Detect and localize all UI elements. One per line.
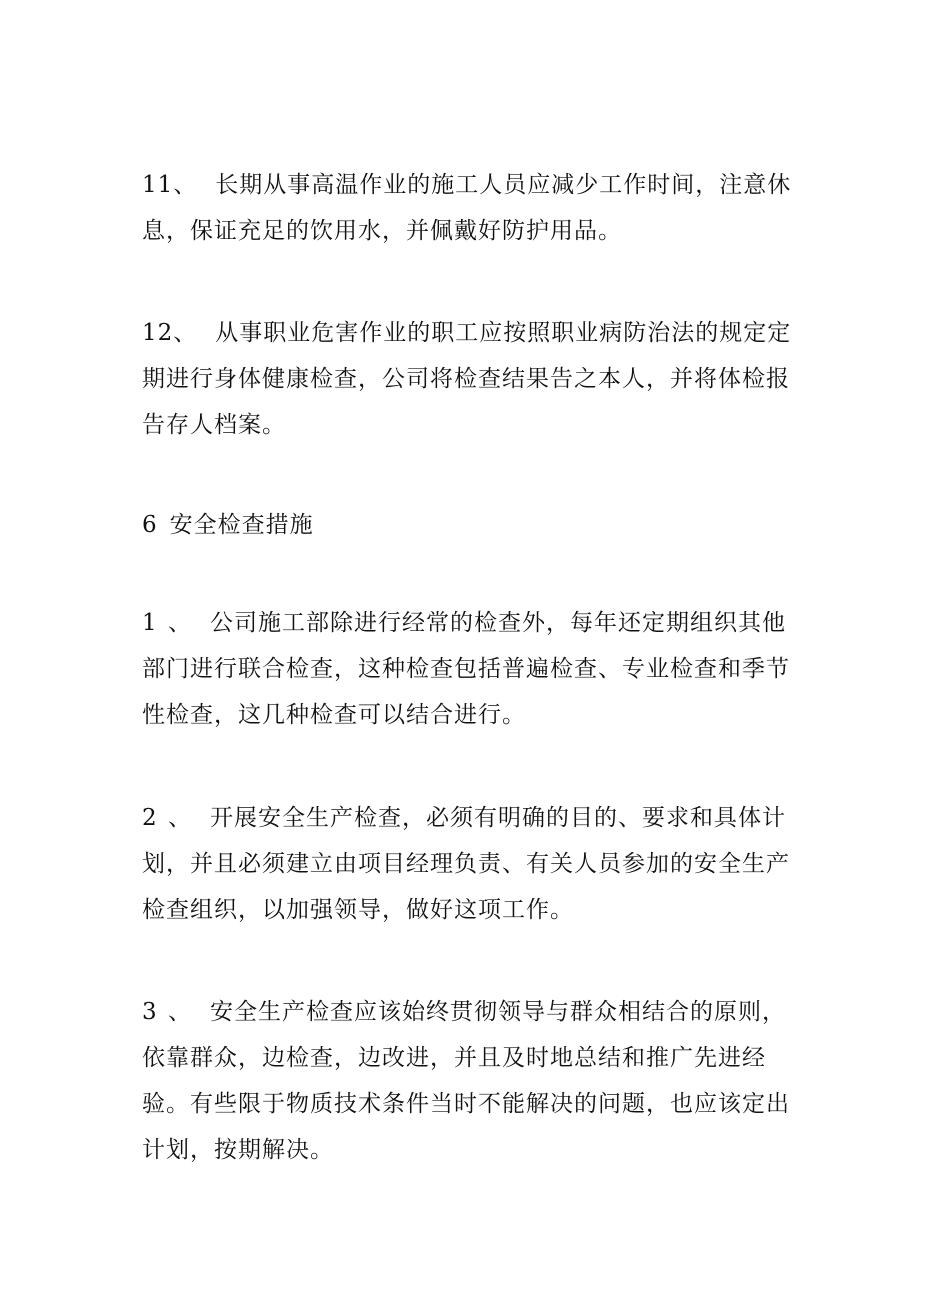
section-title: 安全检查措施 xyxy=(169,512,314,538)
paragraph-text: 从事职业危害作业的职工应按照职业病防治法的规定定期进行身体健康检查，公司将检查结果告之本人，并将体检报告存人档案。 xyxy=(142,320,792,438)
item-number: 3 xyxy=(142,999,158,1025)
paragraph-item-1 xyxy=(142,600,792,738)
section-number: 6 xyxy=(142,512,158,538)
paragraph-item-3 xyxy=(142,989,792,1173)
item-separator: 、 xyxy=(168,805,192,831)
section-heading xyxy=(142,502,792,548)
paragraph-item-2 xyxy=(142,795,792,933)
paragraph-text: 安全生产检查应该始终贯彻领导与群众相结合的原则，依靠群众，边检查，边改进，并且及时地总结和推广先进经验。有些限于物质技术条件当时不能解决的问题，也应该定出计划，按期解决。 xyxy=(142,999,790,1163)
item-number: 1 xyxy=(142,610,158,636)
item-separator: 、 xyxy=(173,320,198,346)
paragraph-item-12 xyxy=(142,310,792,448)
item-separator: 、 xyxy=(168,999,192,1025)
paragraph-text: 开展安全生产检查，必须有明确的目的、要求和具体计划，并且必须建立由项目经理负责、有关人员参加的安全生产检查组织，以加强领导，做好这项工作。 xyxy=(142,805,790,923)
paragraph-text: 长期从事高温作业的施工人员应减少工作时间，注意休息，保证充足的饮用水，并佩戴好防护用品。 xyxy=(142,172,792,244)
item-number: 2 xyxy=(142,805,158,831)
item-separator: 、 xyxy=(168,610,192,636)
paragraph-text: 公司施工部除进行经常的检查外，每年还定期组织其他部门进行联合检查，这种检查包括普遍检查、专业检查和季节性检查，这几种检查可以结合进行。 xyxy=(142,610,790,728)
item-number: 12 xyxy=(142,320,174,346)
paragraph-item-11 xyxy=(142,162,792,254)
item-number: 11 xyxy=(142,172,174,198)
item-separator: 、 xyxy=(173,172,198,198)
